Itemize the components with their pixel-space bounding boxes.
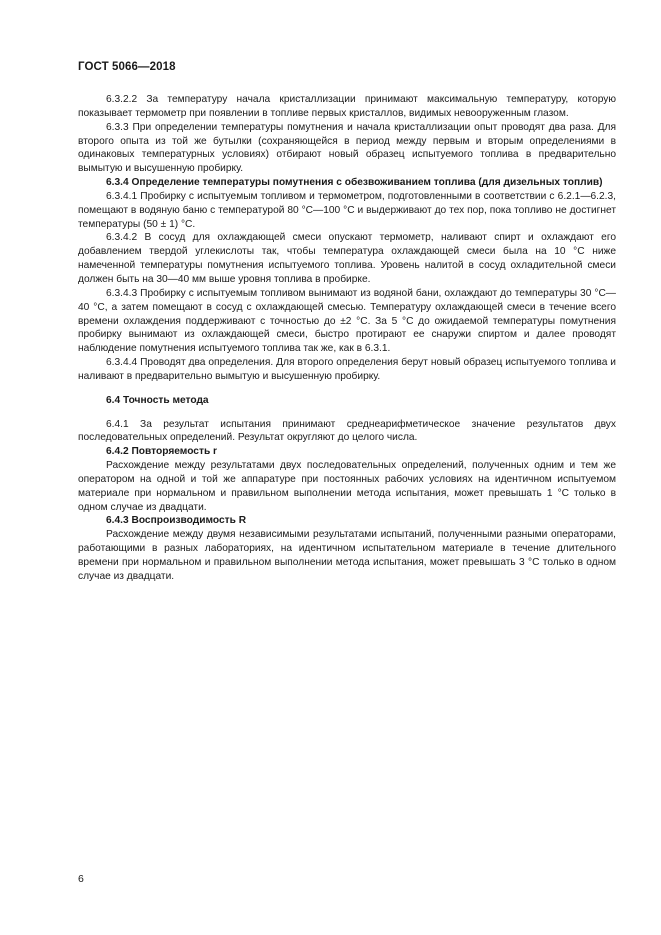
heading-6-4: 6.4 Точность метода — [106, 394, 209, 406]
page-number: 6 — [78, 873, 84, 885]
paragraph-6-4-3: Расхождение между двумя независимыми результатами испытаний, полученными разными операторами, работающими в разных лабораториях, на идентичном испытательном материале в течение длительного времени при нормальном и правильном выполнении метода испытания, может превышать 3 °С только в одном случае из двадцати. — [78, 529, 616, 582]
section-spacer — [78, 384, 616, 394]
heading-6-4-2: 6.4.2 Повторяемость r — [106, 446, 218, 458]
heading-6-4-3: 6.4.3 Воспроизводимость R — [106, 515, 247, 527]
document-header: ГОСТ 5066—2018 — [78, 61, 176, 73]
heading-6-3-4: 6.3.4 Определение температуры помутнения с обезвоживанием топлива (для дизельных топлив) — [106, 177, 603, 189]
section-spacer — [78, 408, 616, 418]
paragraph-6-4-2: Расхождение между результатами двух последовательных определений, полученных одним и тем же оператором на одной и той же аппаратуре при постоянных рабочих условиях на идентичном испытуемом материале при нормальном и правильном выполнении метода испытания, может превышать 1 °С только в одном случае из двадцати. — [78, 460, 616, 513]
paragraph-6-3-4-1: 6.3.4.1 Пробирку с испытуемым топливом и термометром, подготовленными в соответствии с 6.2.1—6.2.3, помещают в водяную баню с температурой 80 °С—100 °С и выдерживают до тех пор, пока топливо не достигнет температуры (50 ± 1) °С. — [78, 190, 616, 230]
paragraph-6-3-3: 6.3.3 При определении температуры помутнения и начала кристаллизации опыт проводят два раза. Для второго опыта из той же бутылки (сохраняющейся в период между первым и вторым определениями в одинаковых температурных условиях) отбирают новый образец испытуемого топлива в предварительно вымытую и высушенную пробирку. — [78, 121, 616, 175]
paragraph-6-3-4-2: 6.3.4.2 В сосуд для охлаждающей смеси опускают термометр, наливают спирт и охлаждают его добавлением твердой углекислоты так, чтобы температура охлаждающей смеси была на 10 °С ниже намеченной температуры помутнения испытуемого топлива. Уровень налитой в сосуд охладительной смеси должен быть на 30—40 мм выше уровня топлива в пробирке. — [78, 232, 616, 285]
paragraph-6-3-4-3: 6.3.4.3 Пробирку с испытуемым топливом вынимают из водяной бани, охлаждают до температуры 30 °С—40 °С, а затем помещают в сосуд с охлаждающей смесью. Температуру охлаждающей смеси в течение всего времени охлаждения поддерживают с точностью до ±2 °С. За 5 °С до ожидаемой температуры помутнения пробирку вынимают из охлаждающей смеси, быстро протирают ее снаружи спиртом и далее проводят наблюдение помутнения испытуемого топлива так же, как в 6.3.1. — [78, 287, 616, 355]
document-body — [78, 93, 616, 584]
paragraph-6-4-1: 6.4.1 За результат испытания принимают среднеарифметическое значение результатов двух последовательных определений. Результат округляют до целого числа. — [78, 418, 616, 444]
paragraph-6-3-2-2: 6.3.2.2 За температуру начала кристаллизации принимают максимальную температуру, которую показывает термометр при появлении в топливе первых кристаллов, видимых невооруженным глазом. — [78, 94, 616, 119]
paragraph-6-3-4-4: 6.3.4.4 Проводят два определения. Для второго определения берут новый образец испытуемого топлива и наливают в предварительно вымытую и высушенную пробирку. — [78, 357, 616, 382]
